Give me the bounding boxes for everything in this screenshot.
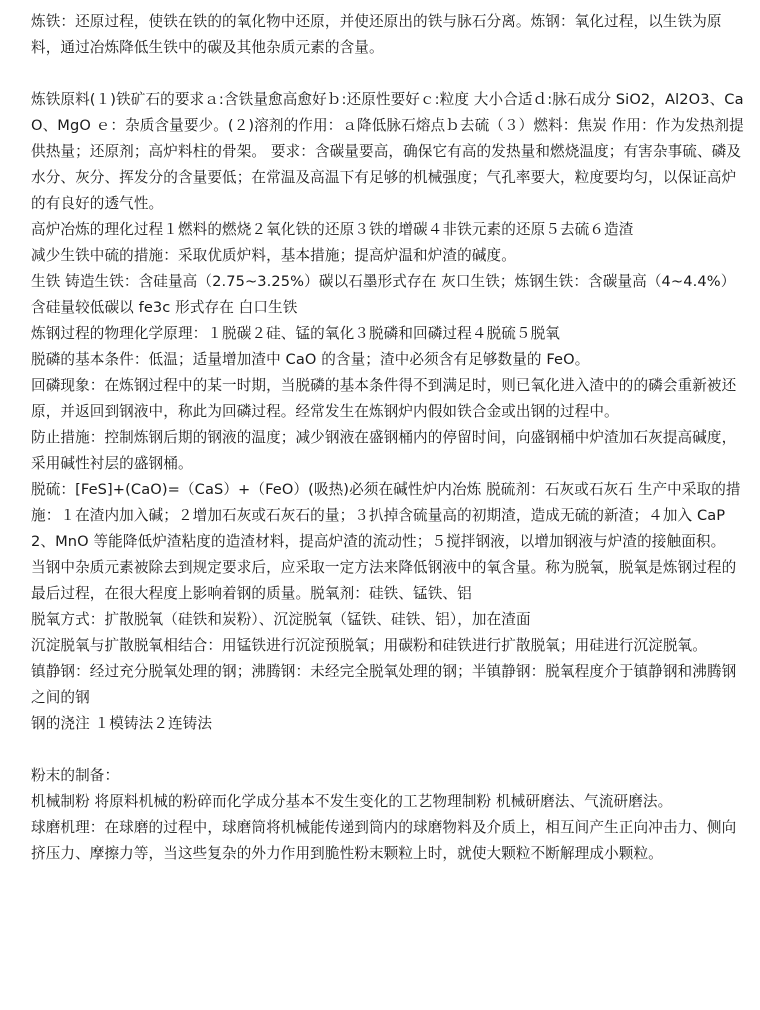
paragraph-rephosphorization: 回磷现象：在炼钢过程中的某一时期，当脱磷的基本条件得不到满足时，则已氧化进入渣中的的磷会重新被还原，并返回到钢液中，称此为回磷过程。经常发生在炼钢炉内假如铁合金或出钢的过程中。 <box>31 377 737 420</box>
paragraph-ironmaking-steelmaking-definition: 炼铁：还原过程，使铁在铁的的氧化物中还原，并使还原出的铁与脉石分离。炼钢：氧化过程，以生铁为原料，通过冶炼降低生铁中的碳及其他杂质元素的含量。 <box>31 13 722 56</box>
paragraph-blast-furnace-process: 高炉冶炼的理化过程１燃料的燃烧２氧化铁的还原３铁的增碳４非铁元素的还原５去硫６造渣 <box>31 221 634 238</box>
paragraph-pig-iron-types: 生铁 铸造生铁：含硅量高（2.75~3.25%）碳以石墨形式存在 灰口生铁；炼钢生铁：含碳量高（4~4.4%）含硅量较低碳以 fe3c 形式存在 白口生铁 <box>31 273 736 316</box>
paragraph-powder-preparation-heading: 粉末的制备： <box>31 767 120 784</box>
paragraph-steel-casting: 钢的浇注 １模铸法２连铸法 <box>31 715 213 732</box>
paragraph-sulfur-reduction: 减少生铁中硫的措施：采取优质炉料，基本措施；提高炉温和炉渣的碱度。 <box>31 247 516 264</box>
blank-line <box>31 737 748 763</box>
blank-line <box>31 61 748 87</box>
paragraph-dephosphorization-conditions: 脱磷的基本条件：低温；适量增加渣中 CaO 的含量；渣中必须含有足够数量的 FeO。 <box>31 351 590 368</box>
paragraph-ball-milling: 球磨机理：在球磨的过程中，球磨筒将机械能传递到筒内的球磨物料及介质上，相互间产生正向冲击力、侧向挤压力、摩擦力等，当这些复杂的外力作用到脆性粉末颗粒上时，就使大颗粒不断解理成小颗粒。 <box>31 819 737 862</box>
paragraph-deoxidation-methods: 脱氧方式：扩散脱氧（硅铁和炭粉）、沉淀脱氧（锰铁、硅铁、铝），加在渣面 <box>31 611 531 628</box>
paragraph-deoxidation: 当钢中杂质元素被除去到规定要求后，应采取一定方法来降低钢液中的氧含量。称为脱氧，脱氧是炼钢过程的最后过程，在很大程度上影响着钢的质量。脱氧剂：硅铁、锰铁、铝 <box>31 559 737 602</box>
paragraph-combined-deoxidation: 沉淀脱氧与扩散脱氧相结合：用锰铁进行沉淀预脱氧；用碳粉和硅铁进行扩散脱氧；用硅进行沉淀脱氧。 <box>31 637 707 654</box>
paragraph-ironmaking-raw-materials: 炼铁原料(１)铁矿石的要求ａ:含铁量愈高愈好ｂ:还原性要好ｃ:粒度 大小合适ｄ:脉石成分 SiO2，Al2O3、CaO、MgO ｅ：杂质含量要少。(２)溶剂的作用：ａ降低脉石熔点ｂ去硫（３）燃料：焦炭 作用：作为发热剂提供热量；还原剂；高炉料柱的骨架。 要求：含碳量要高，确保它有高的发热量和燃烧温度；有害杂事硫、磷及水分、灰分、挥发分的含量要低；在常温及高温下有足够的机械强度；气孔率要大，粒度要均匀，以保证高炉的有良好的透气性。 <box>31 91 744 212</box>
paragraph-steel-types: 镇静钢：经过充分脱氧处理的钢；沸腾钢：未经完全脱氧处理的钢；半镇静钢：脱氧程度介于镇静钢和沸腾钢之间的钢 <box>31 663 737 706</box>
paragraph-desulfurization: 脱硫：[FeS]+(CaO)=（CaS）+（FeO）(吸热)必须在碱性炉内冶炼 脱硫剂：石灰或石灰石 生产中采取的措施：１在渣内加入碱；２增加石灰或石灰石的量；３扒掉含硫量高的初期渣，造成无硫的新渣；４加入 CaP2、MnO 等能降低炉渣粘度的造渣材料，提高炉渣的流动性；５搅拌钢液，以增加钢液与炉渣的接触面积。 <box>31 481 741 550</box>
paragraph-prevention-measures: 防止措施：控制炼钢后期的钢液的温度；减少钢液在盛钢桶内的停留时间，向盛钢桶中炉渣加石灰提高碱度，采用碱性衬层的盛钢桶。 <box>31 429 737 472</box>
paragraph-mechanical-powder: 机械制粉 将原料机械的粉碎而化学成分基本不发生变化的工艺物理制粉 机械研磨法、气流研磨法。 <box>31 793 673 810</box>
paragraph-steelmaking-principles: 炼钢过程的物理化学原理：１脱碳２硅、锰的氧化３脱磷和回磷过程４脱硫５脱氧 <box>31 325 560 342</box>
